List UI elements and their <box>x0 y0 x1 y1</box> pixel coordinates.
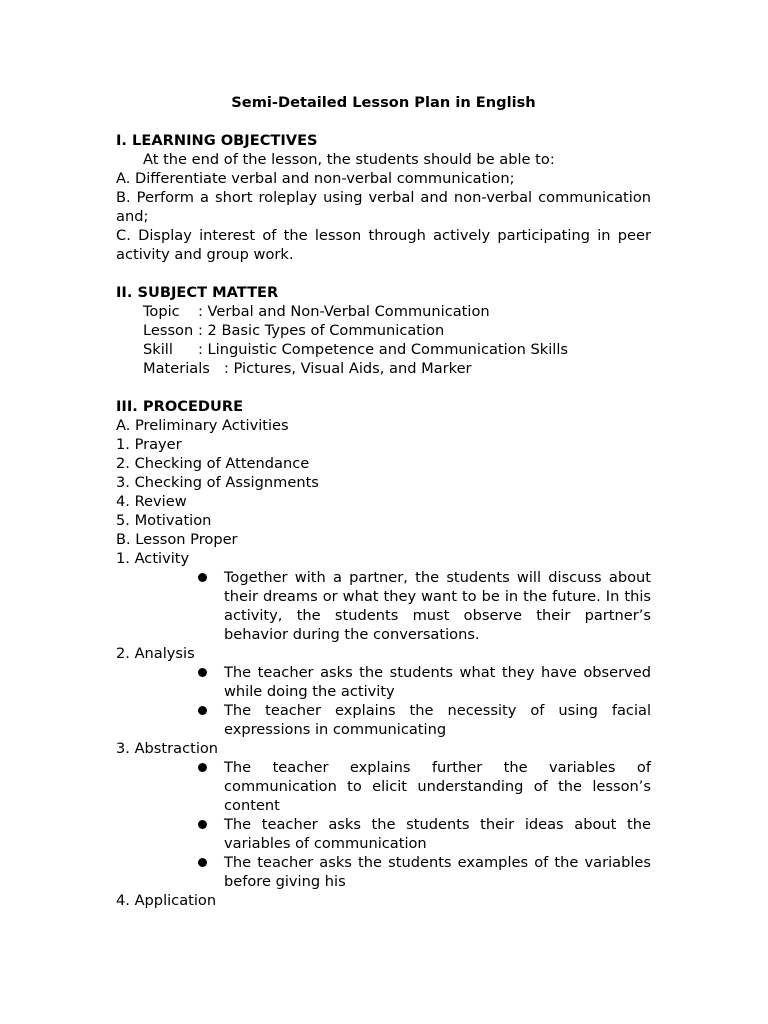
procedure-prayer: 1. Prayer <box>116 436 182 453</box>
objective-c: C. Display interest of the lesson through actively participating in peer activity and group work. <box>116 227 651 263</box>
procedure-application: 4. Application <box>116 892 217 909</box>
subject-lesson-row <box>116 321 651 340</box>
objectives-intro: At the end of the lesson, the students should be able to: <box>143 151 555 168</box>
objective-b: B. Perform a short roleplay using verbal and non-verbal communication and; <box>116 189 651 225</box>
subject-skill-value: : Linguistic Competence and Communication Skills <box>198 341 569 358</box>
procedure-abstraction: 3. Abstraction <box>116 740 219 757</box>
list-item: The teacher asks the students examples of the variables before giving his <box>116 853 651 891</box>
bullet-icon <box>198 573 207 582</box>
analysis-bullet-list <box>116 663 651 739</box>
procedure-motivation: 5. Motivation <box>116 512 212 529</box>
list-item: The teacher explains the necessity of using facial expressions in communicating <box>116 701 651 739</box>
document-body <box>116 93 651 910</box>
objective-a: A. Differentiate verbal and non-verbal communication; <box>116 170 515 187</box>
subject-lesson-key: Lesson <box>143 322 194 339</box>
abstraction-bullet-list <box>116 758 651 891</box>
subject-topic-key: Topic <box>143 303 180 320</box>
objectives-heading: I. LEARNING OBJECTIVES <box>116 132 318 149</box>
bullet-icon <box>198 668 207 677</box>
subject-skill-row <box>116 340 651 359</box>
subject-topic-value: : Verbal and Non-Verbal Communication <box>198 303 490 320</box>
list-item: The teacher explains further the variables of communication to elicit understanding of the lesson’s content <box>116 758 651 815</box>
list-item: The teacher asks the students what they have observed while doing the activity <box>116 663 651 701</box>
procedure-assignments: 3. Checking of Assignments <box>116 474 319 491</box>
activity-bullet-list <box>116 568 651 644</box>
subject-topic-row <box>116 302 651 321</box>
procedure-heading: III. PROCEDURE <box>116 398 244 415</box>
bullet-icon <box>198 820 207 829</box>
bullet-icon <box>198 858 207 867</box>
subject-materials-key: Materials <box>143 360 210 377</box>
procedure-attendance: 2. Checking of Attendance <box>116 455 310 472</box>
procedure-activity: 1. Activity <box>116 550 190 567</box>
document-title: Semi-Detailed Lesson Plan in English <box>231 94 536 111</box>
list-item: The teacher asks the students their ideas about the variables of communication <box>116 815 651 853</box>
subject-lesson-value: : 2 Basic Types of Communication <box>198 322 445 339</box>
subject-materials-value: : Pictures, Visual Aids, and Marker <box>224 360 472 377</box>
subject-materials-row <box>116 359 651 378</box>
bullet-icon <box>198 763 207 772</box>
procedure-lesson-proper: B. Lesson Proper <box>116 531 238 548</box>
procedure-preliminary: A. Preliminary Activities <box>116 417 289 434</box>
subject-heading: II. SUBJECT MATTER <box>116 284 279 301</box>
procedure-review: 4. Review <box>116 493 187 510</box>
subject-skill-key: Skill <box>143 341 173 358</box>
list-item: Together with a partner, the students will discuss about their dreams or what they want to be in the future. In this activity, the students must observe their partner’s behavior during the conversations. <box>116 568 651 644</box>
procedure-analysis: 2. Analysis <box>116 645 195 662</box>
bullet-icon <box>198 706 207 715</box>
